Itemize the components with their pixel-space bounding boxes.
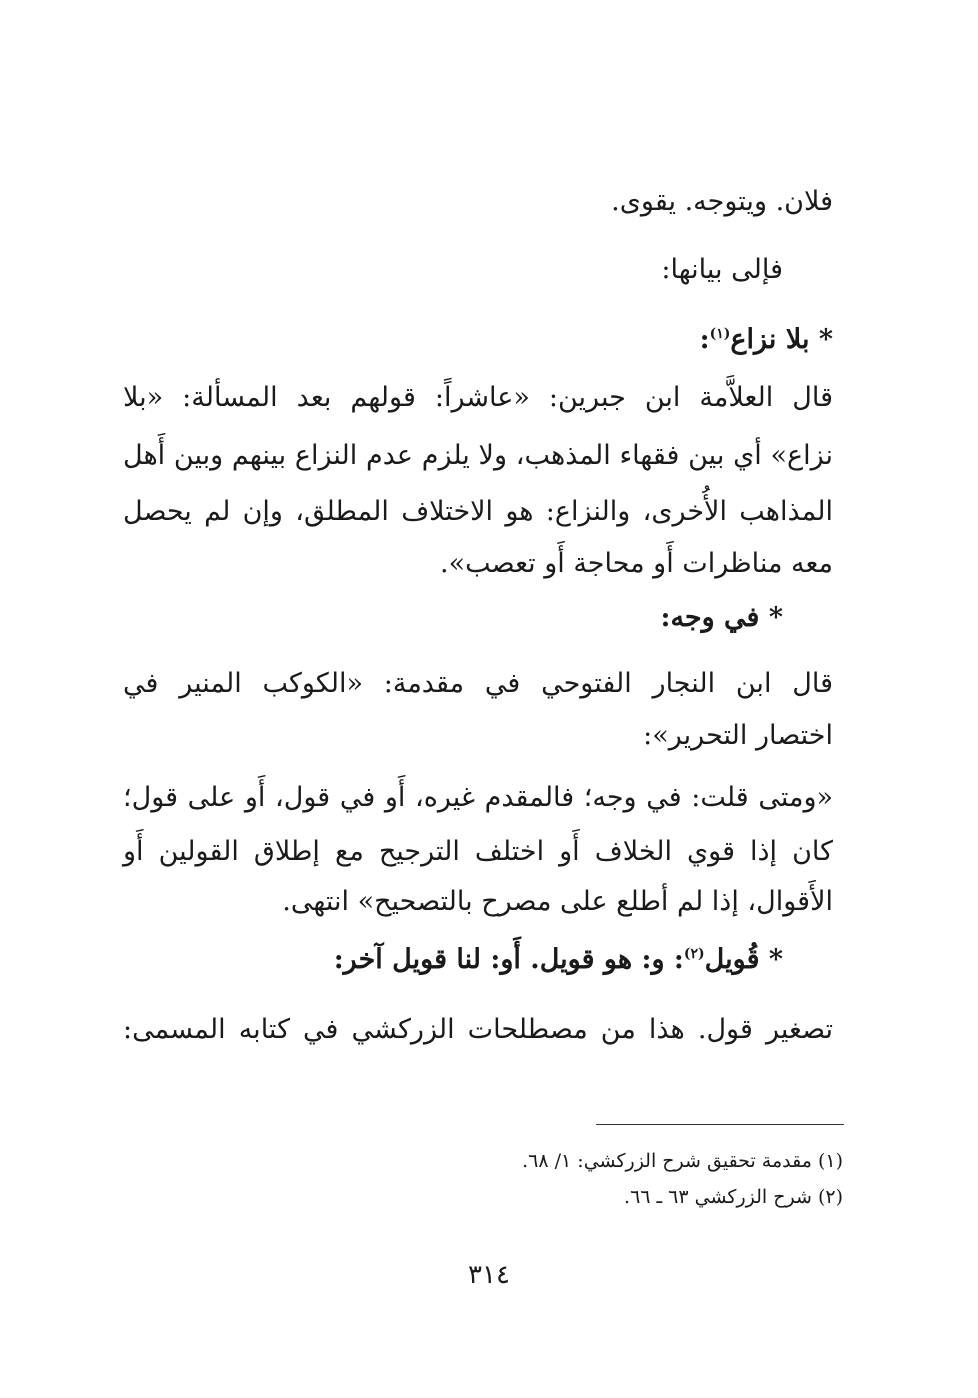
text-line: نزاع» أي بين فقهاء المذهب، ولا يلزم عدم النزاع بينهم وبين أَهل (123, 440, 833, 471)
section-heading-quwayl (334, 940, 783, 980)
text-line: المذاهب الأُخرى، والنزاع: هو الاختلاف المطلق، وإن لم يحصل (123, 496, 833, 527)
heading-rest: : و: هو قويل. أَو: لنا قويل آخر: (333, 944, 684, 975)
footnote-separator (596, 1124, 844, 1125)
text-line: الأَقوال، إذا لم أطلع على مصرح بالتصحيح» انتهى. (282, 886, 833, 917)
text-line: كان إذا قوي الخلاف أَو اختلف الترجيح مع إطلاق القولين أَو (123, 836, 833, 867)
footnote: (١) مقدمة تحقيق شرح الزركشي: ١/ ٦٨. (522, 1150, 843, 1172)
text-line: معه مناظرات أَو محاجة أَو تعصب». (440, 548, 833, 579)
text-line: فإلى بيانها: (661, 254, 783, 285)
heading-text: * بلا نزاع (730, 324, 833, 355)
footnote: (٢) شرح الزركشي ٦٣ ـ ٦٦. (624, 1186, 843, 1208)
text-line: فلان. ويتوجه. يقوى. (611, 186, 833, 217)
footnote-ref: (١) (709, 326, 731, 342)
text-line: قال ابن النجار الفتوحي في مقدمة: «الكوكب المنير في (123, 668, 833, 699)
footnote-ref: (٢) (683, 946, 705, 962)
page-number: ٣١٤ (468, 1260, 510, 1290)
heading-text: * قُويل (704, 944, 783, 975)
heading-colon: : (699, 324, 710, 355)
text-line: قال العلاَّمة ابن جبرين: «عاشراً: قولهم بعد المسألة: «بلا (123, 382, 833, 413)
section-heading-bila-niza (700, 320, 833, 360)
text-line: تصغير قول. هذا من مصطلحات الزركشي في كتابه المسمى: (123, 1014, 833, 1045)
section-heading-fi-wajh: * في وجه: (660, 602, 783, 633)
text-line: «ومتى قلت: في وجه؛ فالمقدم غيره، أَو في قول، أَو على قول؛ (123, 782, 833, 813)
text-line: اختصار التحرير»: (643, 720, 833, 751)
